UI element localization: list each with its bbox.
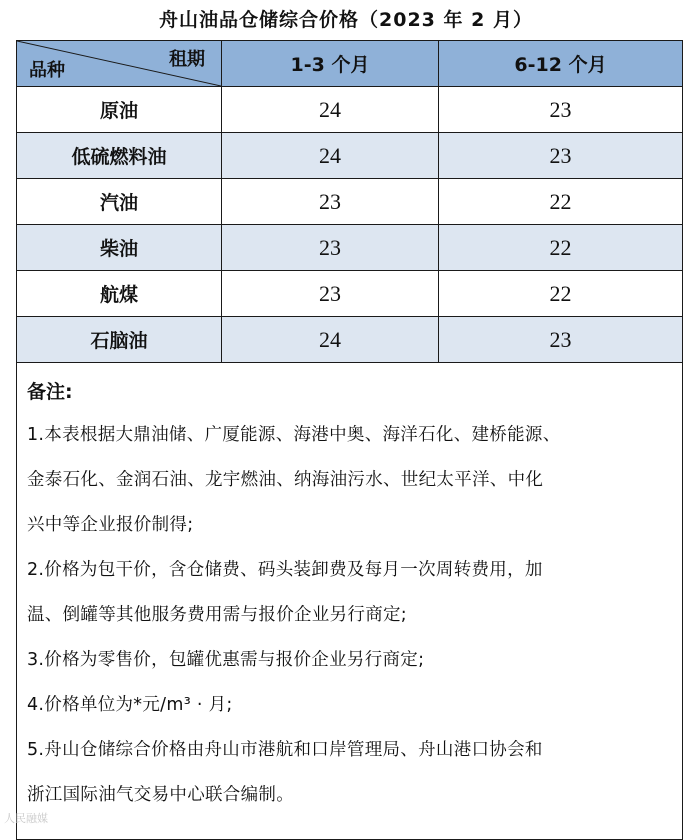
table-row <box>17 271 683 317</box>
watermark: 人民融媒 <box>4 812 48 825</box>
table-row <box>17 225 683 271</box>
table-row <box>17 133 683 179</box>
price-1-3-months: 24 <box>222 133 439 179</box>
note-line: 温、倒罐等其他服务费用需与报价企业另行商定; <box>27 605 407 625</box>
note-line: 金泰石化、金润石油、龙宇燃油、纳海油污水、世纪太平洋、中化 <box>27 470 544 490</box>
price-6-12-months: 23 <box>439 133 683 179</box>
table-row <box>17 317 683 363</box>
price-1-3-months: 23 <box>222 271 439 317</box>
price-1-3-months: 23 <box>222 225 439 271</box>
product-name: 低硫燃料油 <box>17 133 222 179</box>
price-6-12-months: 23 <box>439 87 683 133</box>
price-6-12-months: 23 <box>439 317 683 363</box>
price-1-3-months: 23 <box>222 179 439 225</box>
product-type-label: 品种 <box>29 60 65 81</box>
price-table <box>16 40 683 840</box>
product-name: 柴油 <box>17 225 222 271</box>
lease-term-label: 租期 <box>169 49 205 70</box>
product-name: 原油 <box>17 87 222 133</box>
price-6-12-months: 22 <box>439 179 683 225</box>
note-line: 浙江国际油气交易中心联合编制。 <box>27 785 294 805</box>
product-name: 航煤 <box>17 271 222 317</box>
column-header-6-12-months: 6-12 个月 <box>439 41 683 87</box>
notes-title: 备注: <box>27 381 73 403</box>
price-6-12-months: 22 <box>439 271 683 317</box>
note-line: 5.舟山仓储综合价格由舟山市港航和口岸管理局、舟山港口协会和 <box>27 740 543 760</box>
note-line: 2.价格为包干价，含仓储费、码头装卸费及每月一次周转费用，加 <box>27 560 543 580</box>
note-line: 3.价格为零售价，包罐优惠需与报价企业另行商定; <box>27 650 425 670</box>
note-line: 兴中等企业报价制得; <box>27 515 194 535</box>
notes-row <box>17 363 683 840</box>
table-header-row <box>17 41 683 87</box>
column-header-1-3-months: 1-3 个月 <box>222 41 439 87</box>
product-name: 石脑油 <box>17 317 222 363</box>
product-name: 汽油 <box>17 179 222 225</box>
page-title: 舟山油品仓储综合价格（2023 年 2 月） <box>159 9 533 31</box>
price-1-3-months: 24 <box>222 317 439 363</box>
notes-cell <box>17 363 683 840</box>
table-row <box>17 87 683 133</box>
note-line: 1.本表根据大鼎油储、广厦能源、海港中奥、海洋石化、建桥能源、 <box>27 425 561 445</box>
price-6-12-months: 22 <box>439 225 683 271</box>
corner-header-cell <box>17 41 222 87</box>
table-row <box>17 179 683 225</box>
note-line: 4.价格单位为*元/m³ · 月; <box>27 695 233 715</box>
price-1-3-months: 24 <box>222 87 439 133</box>
